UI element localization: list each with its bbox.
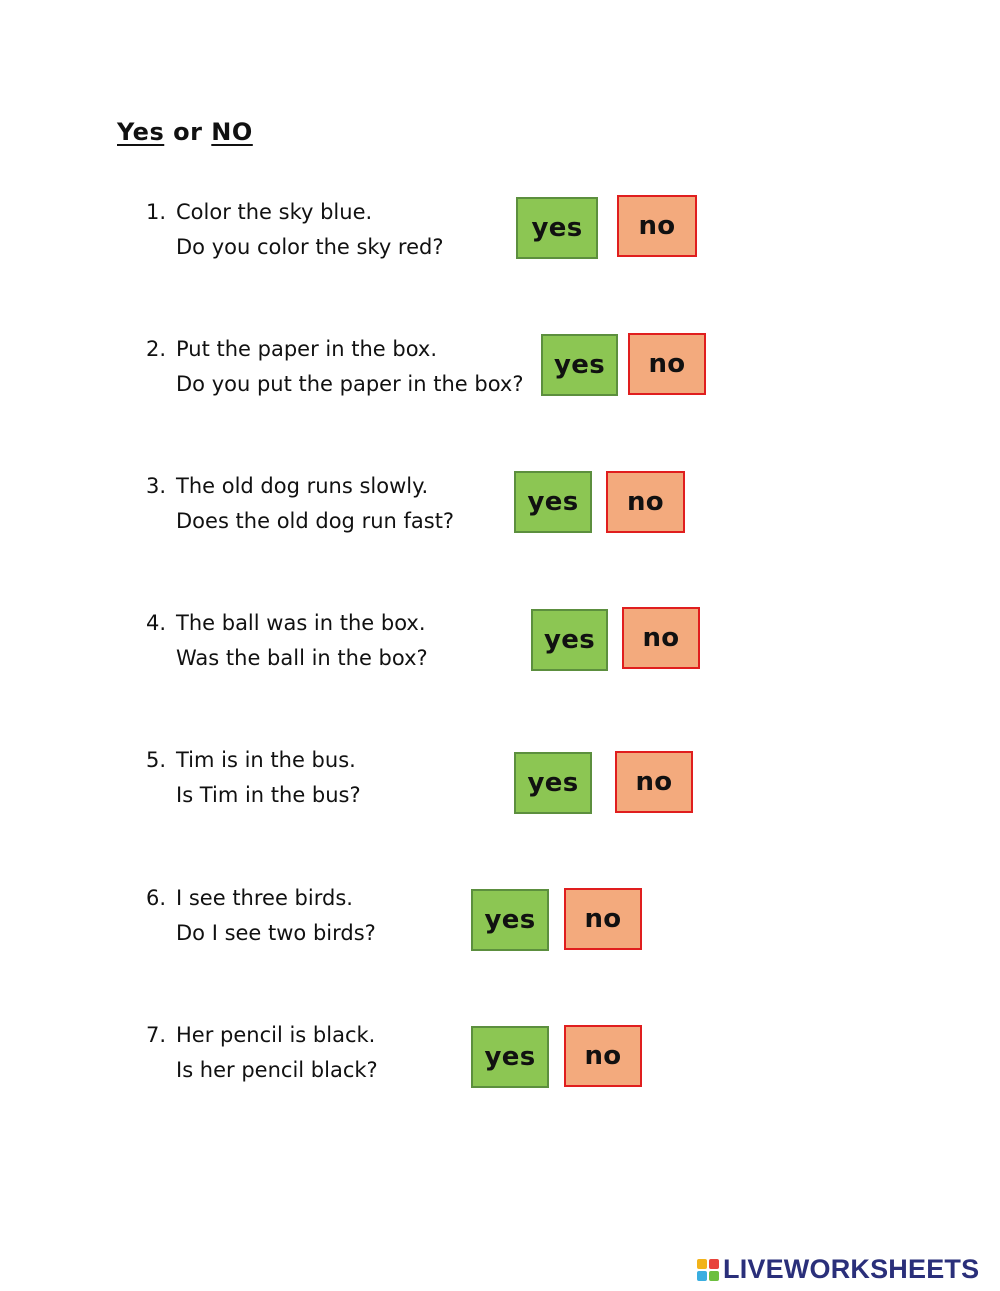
question-number: 5. — [146, 748, 167, 772]
yes-button-4[interactable]: yes — [531, 609, 608, 671]
title-no: NO — [211, 118, 253, 146]
no-button-5[interactable]: no — [615, 751, 693, 813]
no-button-1[interactable]: no — [617, 195, 697, 257]
liveworksheets-brand — [697, 1254, 979, 1285]
question-text: Do you color the sky red? — [176, 235, 444, 259]
question-number: 4. — [146, 611, 167, 635]
question-1 — [146, 195, 526, 265]
question-statement: The ball was in the box. — [176, 611, 426, 635]
question-3 — [146, 469, 526, 539]
question-statement: Tim is in the bus. — [176, 748, 356, 772]
yes-button-5[interactable]: yes — [514, 752, 592, 814]
yes-button-7[interactable]: yes — [471, 1026, 549, 1088]
question-statement: I see three birds. — [176, 886, 353, 910]
question-4 — [146, 606, 526, 676]
question-number: 7. — [146, 1023, 167, 1047]
question-2 — [146, 332, 526, 402]
question-statement: Her pencil is black. — [176, 1023, 376, 1047]
yes-button-1[interactable]: yes — [516, 197, 598, 259]
question-number: 3. — [146, 474, 167, 498]
question-text: Is Tim in the bus? — [176, 783, 361, 807]
question-statement: Color the sky blue. — [176, 200, 373, 224]
question-number: 2. — [146, 337, 167, 361]
question-number: 1. — [146, 200, 167, 224]
yes-button-6[interactable]: yes — [471, 889, 549, 951]
no-button-3[interactable]: no — [606, 471, 685, 533]
question-text: Do you put the paper in the box? — [176, 372, 524, 396]
yes-button-2[interactable]: yes — [541, 334, 618, 396]
brand-name: LIVEWORKSHEETS — [723, 1254, 980, 1284]
no-button-6[interactable]: no — [564, 888, 642, 950]
no-button-2[interactable]: no — [628, 333, 706, 395]
question-text: Does the old dog run fast? — [176, 509, 455, 533]
no-button-7[interactable]: no — [564, 1025, 642, 1087]
liveworksheets-logo-icon — [697, 1259, 719, 1281]
question-number: 6. — [146, 886, 167, 910]
question-text: Is her pencil black? — [176, 1058, 378, 1082]
question-statement: The old dog runs slowly. — [176, 474, 429, 498]
question-text: Was the ball in the box? — [176, 646, 428, 670]
yes-button-3[interactable]: yes — [514, 471, 592, 533]
title-yes: Yes — [117, 118, 165, 146]
question-7 — [146, 1018, 526, 1088]
question-5 — [146, 743, 526, 813]
no-button-4[interactable]: no — [622, 607, 700, 669]
worksheet-title — [117, 118, 253, 146]
title-or: or — [173, 118, 203, 146]
question-text: Do I see two birds? — [176, 921, 376, 945]
question-6 — [146, 881, 526, 951]
question-statement: Put the paper in the box. — [176, 337, 438, 361]
